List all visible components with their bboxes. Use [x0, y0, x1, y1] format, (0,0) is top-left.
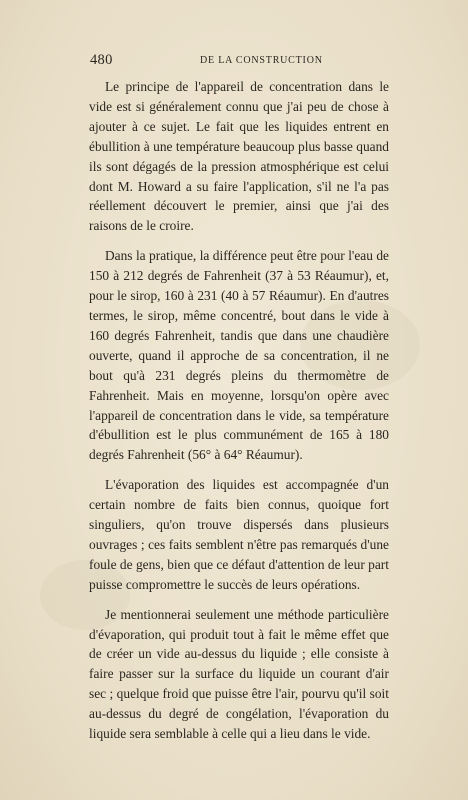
page-header	[90, 52, 390, 70]
paragraph: Dans la pratique, la différence peut être pour l'eau de 150 à 212 degrés de Fahrenheit (37 à 53 Réaumur), et, pour le sirop, 160 à 231 (40 à 57 Réaumur). En d'autres termes, le sirop, même concentré, bout dans le vide à 160 degrés Fahrenheit, tandis que dans une chaudière ouverte, quand il approche de sa concentration, il ne bout qu'à 231 degrés pleins du thermomètre de Fahrenheit. Mais en moyenne, lorsqu'on opère avec l'appareil de concentration dans le vide, sa température d'ébullition est le plus communément de 165 à 180 degrés Fahrenheit (56° à 64° Réaumur).	[89, 248, 389, 463]
paragraph: Je mentionnerai seulement une méthode particulière d'évaporation, qui produit tout à fait le même effet que de créer un vide au-dessus du liquide ; elle consiste à faire passer sur la surface du liquide un courant d'air sec ; quelque froid que puisse être l'air, pourvu qu'il soit au-dessus du degré de congélation, l'évaporation du liquide sera semblable à celle qui a lieu dans le vide.	[89, 606, 389, 742]
body-text	[89, 77, 389, 744]
paragraph: L'évaporation des liquides est accompagnée d'un certain nombre de faits bien connus, quoique fort singuliers, qu'on trouve dispersés dans plusieurs ouvrages ; ces faits semblent n'être pas remarqués d'une foule de gens, bien que ce défaut d'attention de leur part puisse compromettre le succès de leurs opérations.	[89, 477, 389, 592]
page-number: 480	[90, 52, 113, 68]
running-head: DE LA CONSTRUCTION	[200, 55, 323, 66]
paragraph: Le principe de l'appareil de concentration dans le vide est si généralement connu que j'ai peu de chose à ajouter à ce sujet. Le fait que les liquides entrent en ébullition à une température beaucoup plus basse quand ils sont dégagés de la pression atmosphérique est celui dont M. Howard a su faire l'application, s'il ne l'a pas réellement découvert le premier, ainsi que j'ai des raisons de le croire.	[89, 79, 389, 234]
